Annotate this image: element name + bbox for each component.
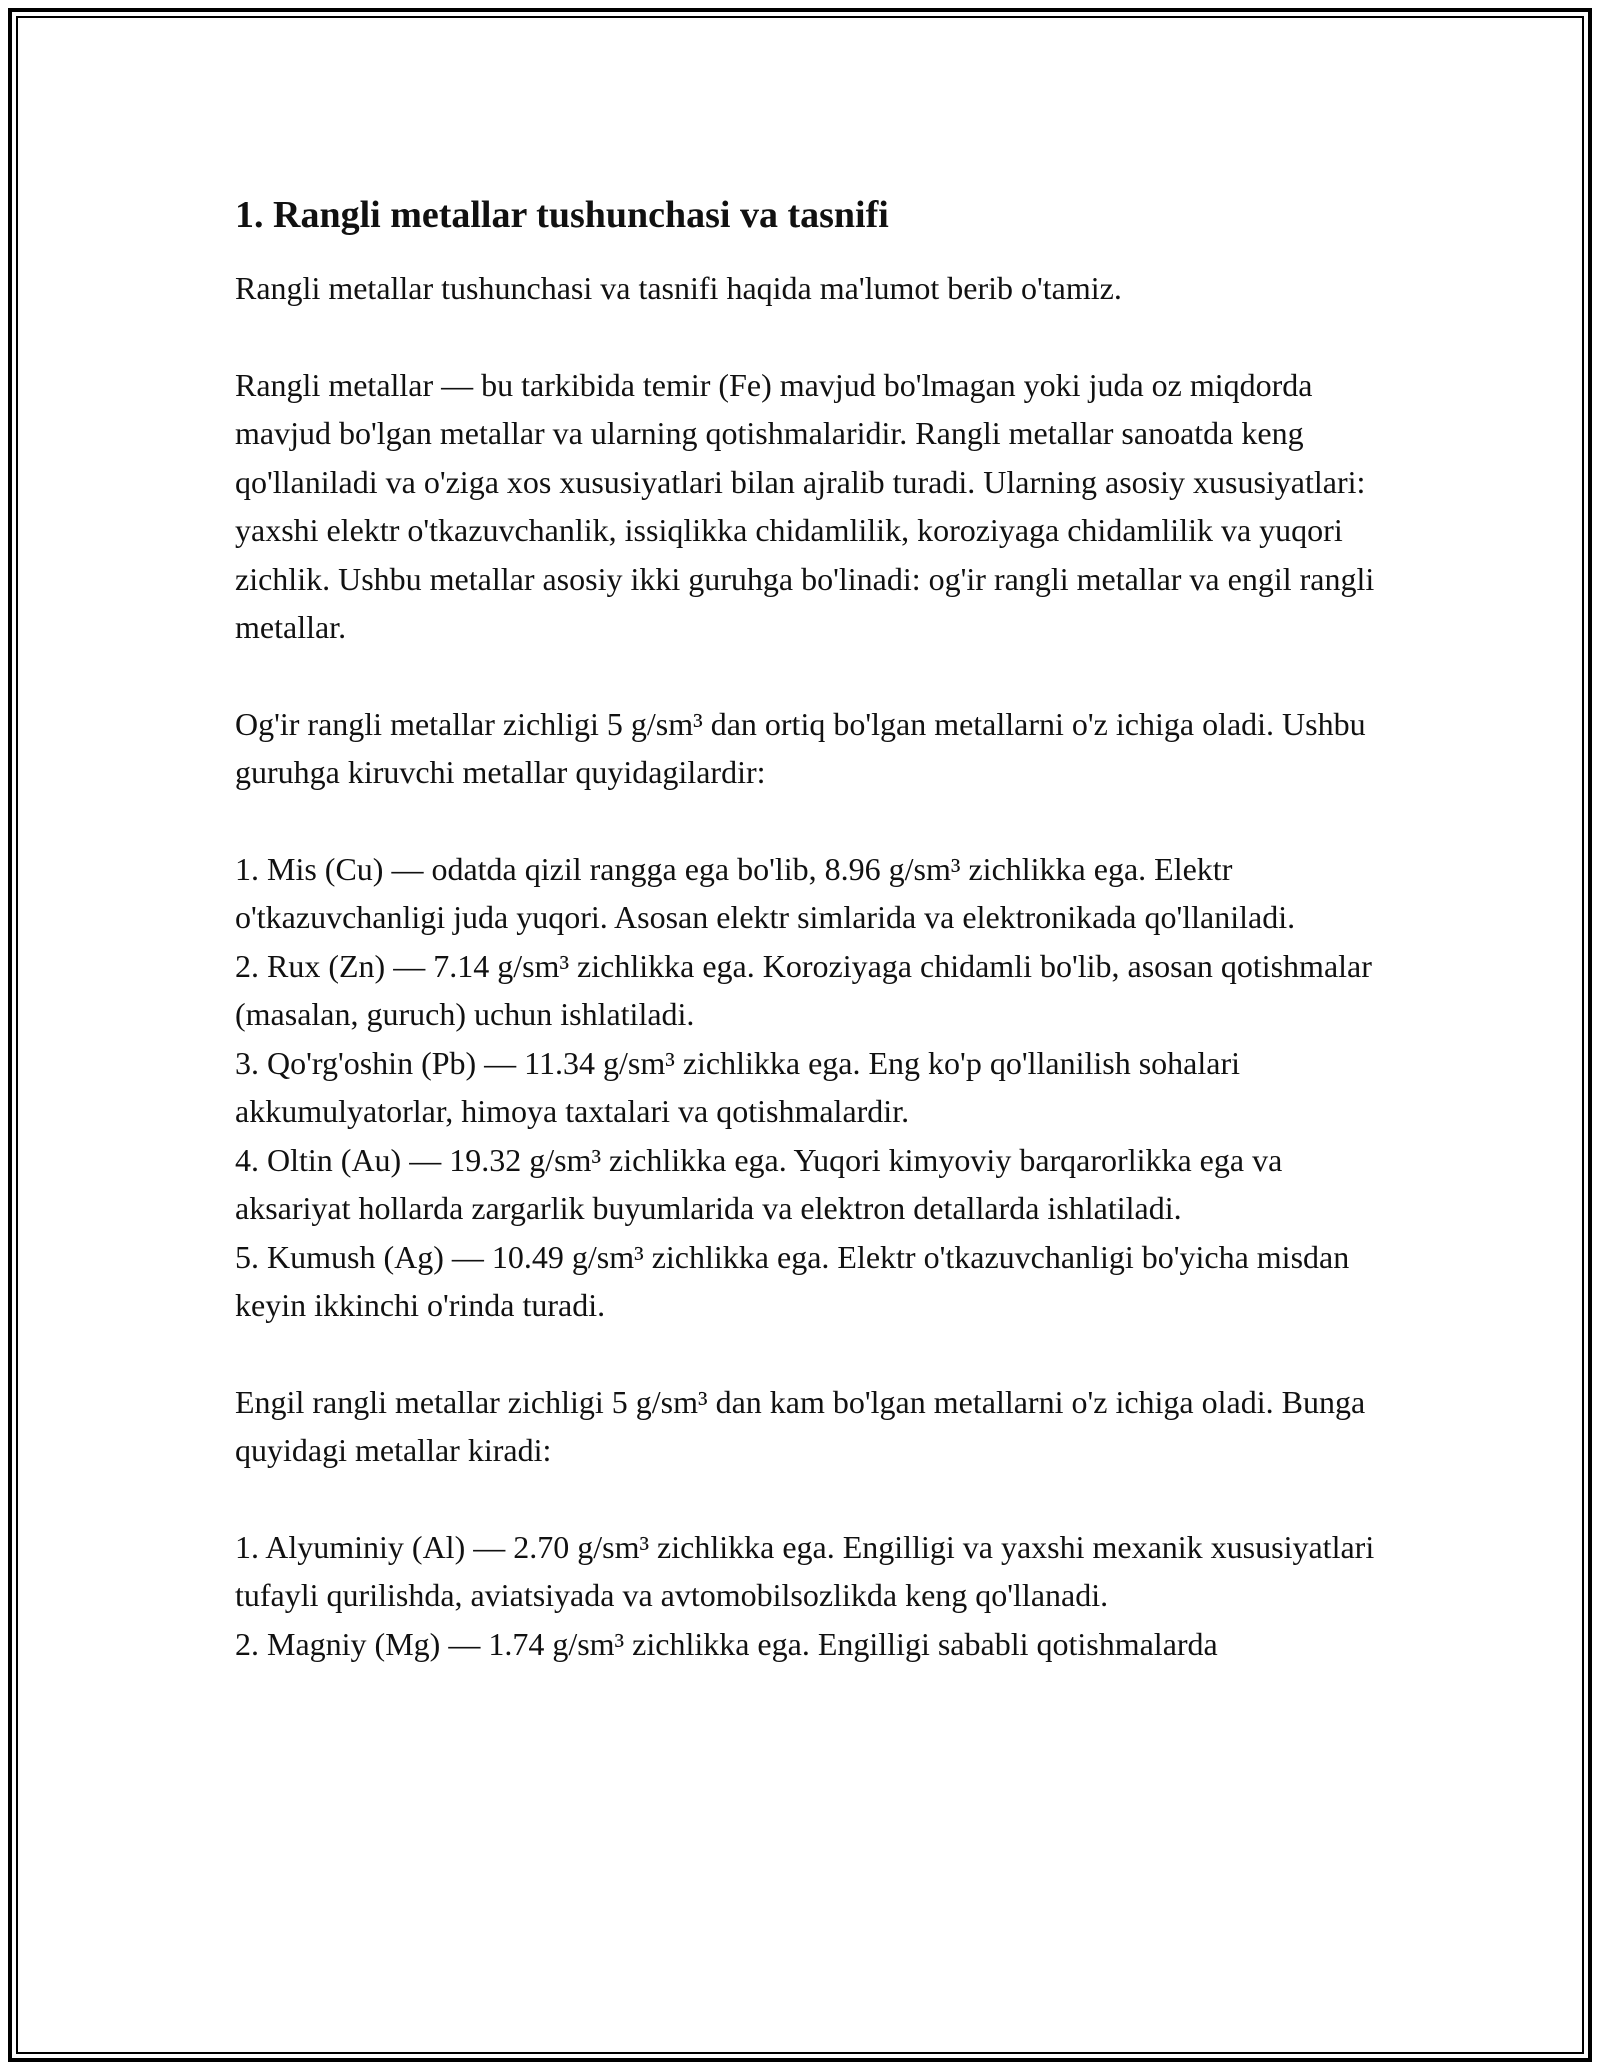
list-item: 2. Rux (Zn) — 7.14 g/sm³ zichlikka ega. Koroziyaga chidamli bo'lib, asosan qotishmalar (masalan, guruch) uchun ishlatiladi.	[235, 947, 1372, 1032]
heavy-metals-intro: Og'ir rangli metallar zichligi 5 g/sm³ dan ortiq bo'lgan metallarni o'z ichiga oladi. Ushbu guruhga kiruvchi metallar quyidagilardir:	[235, 705, 1366, 790]
heavy-metals-list	[235, 845, 1375, 1330]
list-item: 4. Oltin (Au) — 19.32 g/sm³ zichlikka ega. Yuqori kimyoviy barqarorlikka ega va aksariyat hollarda zargarlik buyumlarida va elektron detallarda ishlatiladi.	[235, 1141, 1283, 1226]
definition-paragraph: Rangli metallar — bu tarkibida temir (Fe) mavjud bo'lmagan yoki juda oz miqdorda mavjud bo'lgan metallar va ularning qotishmalaridir. Rangli metallar sanoatda keng qo'llaniladi va o'ziga xos xususiyatlari bilan ajralib turadi. Ularning asosiy xususiyatlari: yaxshi elektr o'tkazuvchanlik, issiqlikka chidamlilik, koroziyaga chidamlilik va yuqori zichlik. Ushbu metallar asosiy ikki guruhga bo'linadi: og'ir rangli metallar va engil rangli metallar.	[235, 366, 1375, 645]
light-metals-list	[235, 1523, 1375, 1669]
list-item: 3. Qo'rg'oshin (Pb) — 11.34 g/sm³ zichlikka ega. Eng ko'p qo'llanilish sohalari akkumulyatorlar, himoya taxtalari va qotishmalardir.	[235, 1044, 1240, 1129]
list-item: 1. Mis (Cu) — odatda qizil rangga ega bo'lib, 8.96 g/sm³ zichlikka ega. Elektr o'tkazuvchanligi juda yuqori. Asosan elektr simlarida va elektronikada qo'llaniladi.	[235, 850, 1296, 935]
intro-paragraph: Rangli metallar tushunchasi va tasnifi haqida ma'lumot berib o'tamiz.	[235, 270, 1122, 306]
list-item: 1. Alyuminiy (Al) — 2.70 g/sm³ zichlikka ega. Engilligi va yaxshi mexanik xususiyatlari tufayli qurilishda, aviatsiyada va avtomobilsozlikda keng qo'llanadi.	[235, 1528, 1375, 1613]
section-heading: 1. Rangli metallar tushunchasi va tasnifi	[235, 194, 889, 236]
document-body	[235, 190, 1375, 1716]
list-item: 2. Magniy (Mg) — 1.74 g/sm³ zichlikka ega. Engilligi sababli qotishmalarda	[235, 1625, 1218, 1662]
light-metals-intro: Engil rangli metallar zichligi 5 g/sm³ dan kam bo'lgan metallarni o'z ichiga oladi. Bunga quyidagi metallar kiradi:	[235, 1383, 1366, 1468]
list-item: 5. Kumush (Ag) — 10.49 g/sm³ zichlikka ega. Elektr o'tkazuvchanligi bo'yicha misdan keyin ikkinchi o'rinda turadi.	[235, 1238, 1350, 1323]
